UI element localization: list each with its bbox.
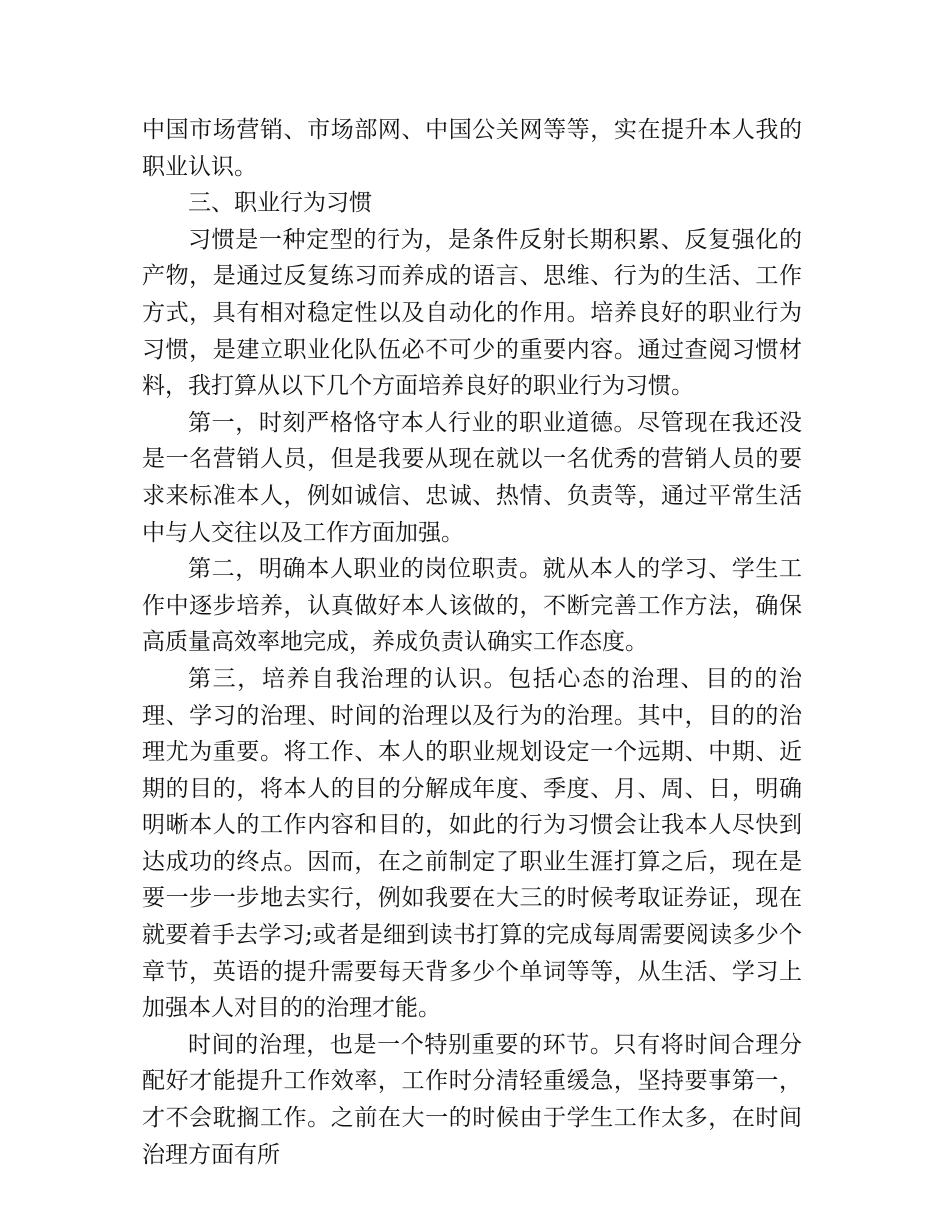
paragraph-1: 中国市场营销、市场部网、中国公关网等等，实在提升本人我的职业认识。 bbox=[142, 117, 802, 180]
paragraph-3: 第一，时刻严格恪守本人行业的职业道德。尽管现在我还没是一名营销人员，但是我要从现在就以一名优秀的营销人员的要求来标准本人，例如诚信、忠诚、热情、负责等，通过平常生活中与人交往以及工作方面加强。 bbox=[142, 409, 802, 546]
paragraph-2: 习惯是一种定型的行为，是条件反射长期积累、反复强化的产物，是通过反复练习而养成的语言、思维、行为的生活、工作方式，具有相对稳定性以及自动化的作用。培养良好的职业行为习惯，是建立职业化队伍必不可少的重要内容。通过查阅习惯材料，我打算从以下几个方面培养良好的职业行为习惯。 bbox=[142, 226, 802, 400]
paragraph-5: 第三，培养自我治理的认识。包括心态的治理、目的的治理、学习的治理、时间的治理以及行为的治理。其中，目的的治理尤为重要。将工作、本人的职业规划设定一个远期、中期、近期的目的，将本人的目的分解成年度、季度、月、周、日，明确明晰本人的工作内容和目的，如此的行为习惯会让我本人尽快到达成功的终点。因而，在之前制定了职业生涯打算之后，现在是要一步一步地去实行，例如我要在大三的时候考取证券证，现在就要着手去学习;或者是细到读书打算的完成每周需要阅读多少个章节，英语的提升需要每天背多少个单词等等，从生活、学习上加强本人对目的的治理才能。 bbox=[142, 665, 802, 1022]
paragraph-4: 第二，明确本人职业的岗位职责。就从本人的学习、学生工作中逐步培养，认真做好本人该做的，不断完善工作方法，确保高质量高效率地完成，养成负责认确实工作态度。 bbox=[142, 556, 802, 656]
section-heading: 三、职业行为习惯 bbox=[188, 190, 372, 217]
paragraph-6: 时间的治理，也是一个特别重要的环节。只有将时间合理分配好才能提升工作效率，工作时分清轻重缓急，坚持要事第一，才不会耽搁工作。之前在大一的时候由于学生工作太多，在时间治理方面有所 bbox=[142, 1031, 802, 1168]
document-body bbox=[142, 112, 802, 1173]
